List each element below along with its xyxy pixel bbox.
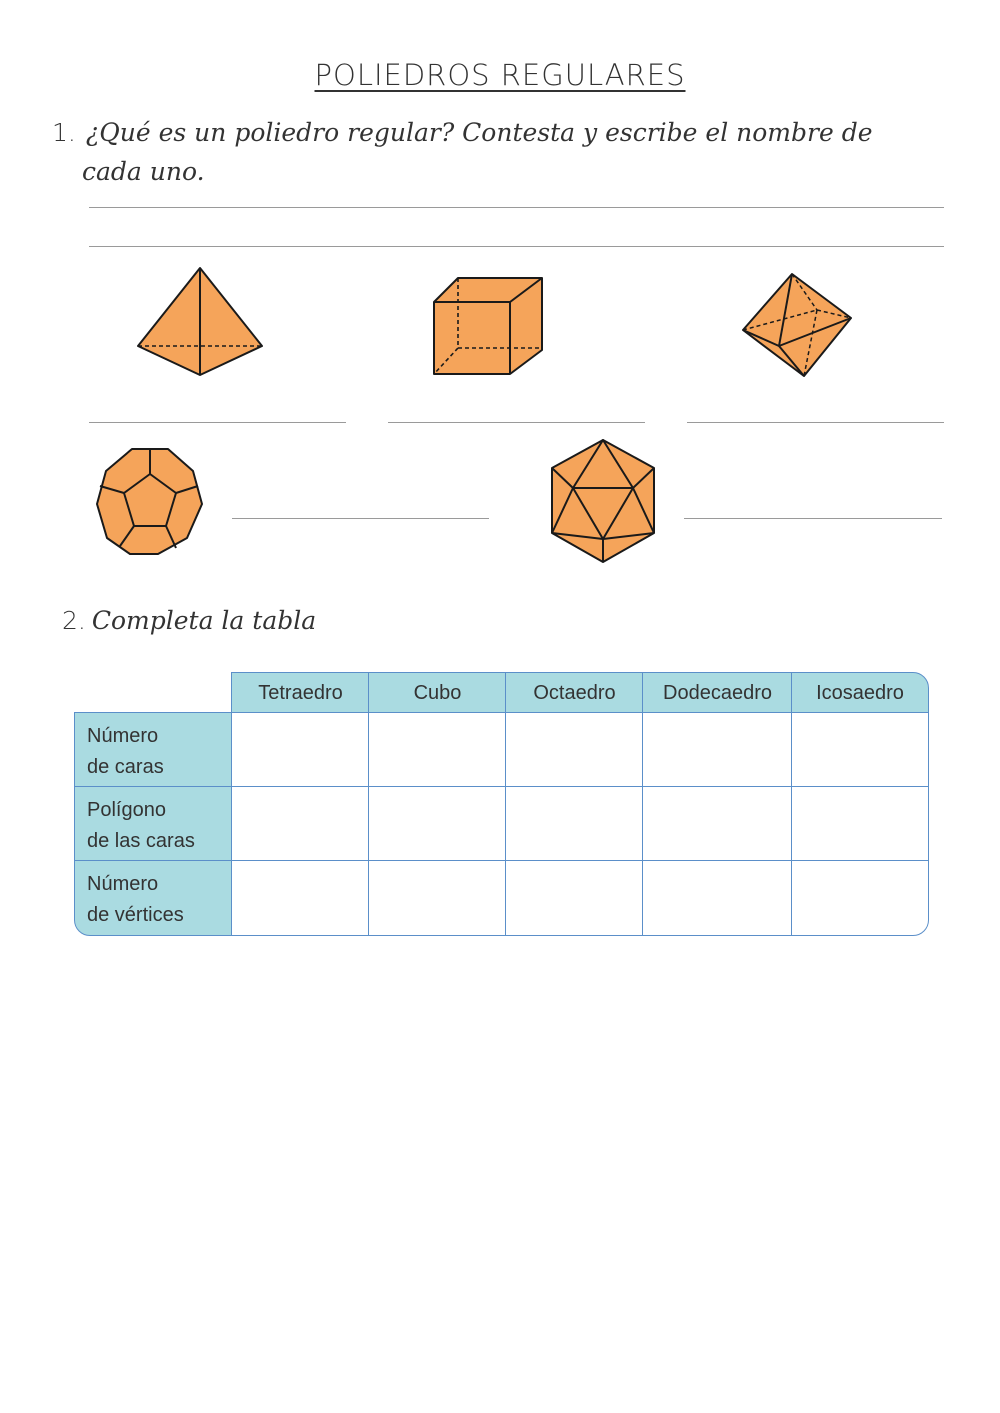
answer-cell-vertices-tetraedro[interactable] [231,860,370,936]
row-header-poligono-caras [74,786,232,862]
question-1-text-line2: cada uno. [82,157,205,186]
dodecahedron-icon [94,444,206,558]
answer-cell-vertices-icosaedro[interactable] [791,860,929,936]
octahedron-icon [737,268,857,383]
answer-cell-caras-tetraedro[interactable] [231,712,370,788]
page-title: POLIEDROS REGULARES [314,58,686,92]
answer-cell-caras-icosaedro[interactable] [791,712,929,788]
answer-cell-poligono-octaedro[interactable] [505,786,644,862]
polyhedra-table [74,672,929,936]
answer-cell-poligono-icosaedro[interactable] [791,786,929,862]
column-header-dodecaedro: Dodecaedro [642,672,793,714]
row-header-line1: Número [87,873,159,895]
question-2 [62,606,316,635]
row-header-line2: de las caras [87,830,195,852]
dodecahedron-name-line[interactable] [232,518,489,519]
row-header-numero-caras [74,712,232,788]
row-header-line1: Polígono [87,799,166,821]
answer-cell-poligono-tetraedro[interactable] [231,786,370,862]
answer-cell-poligono-cubo[interactable] [368,786,507,862]
answer-cell-vertices-dodecaedro[interactable] [642,860,793,936]
answer-cell-poligono-dodecaedro[interactable] [642,786,793,862]
tetrahedron-icon [130,262,270,382]
question-1-number: 1. [52,118,76,147]
tetrahedron-name-line[interactable] [89,422,346,423]
icosahedron-icon [546,436,660,566]
octahedron-name-line[interactable] [687,422,944,423]
column-header-octaedro: Octaedro [505,672,644,714]
definition-answer-line-1[interactable] [89,207,944,208]
answer-cell-vertices-octaedro[interactable] [505,860,644,936]
answer-cell-caras-dodecaedro[interactable] [642,712,793,788]
answer-cell-vertices-cubo[interactable] [368,860,507,936]
cube-icon [426,270,551,380]
row-header-line1: Número [87,725,159,747]
column-header-icosaedro: Icosaedro [791,672,929,714]
question-2-text: Completa la tabla [91,606,317,635]
icosahedron-name-line[interactable] [684,518,942,519]
definition-answer-line-2[interactable] [89,246,944,247]
cube-name-line[interactable] [388,422,645,423]
answer-cell-caras-octaedro[interactable] [505,712,644,788]
question-1 [52,113,932,191]
row-header-numero-vertices [74,860,232,936]
question-1-text-line1: ¿Qué es un poliedro regular? Contesta y escribe el nombre de [85,118,873,147]
answer-cell-caras-cubo[interactable] [368,712,507,788]
question-2-number: 2. [62,606,86,635]
column-header-tetraedro: Tetraedro [231,672,370,714]
column-header-cubo: Cubo [368,672,507,714]
row-header-line2: de caras [87,756,164,778]
row-header-line2: de vértices [87,904,184,926]
